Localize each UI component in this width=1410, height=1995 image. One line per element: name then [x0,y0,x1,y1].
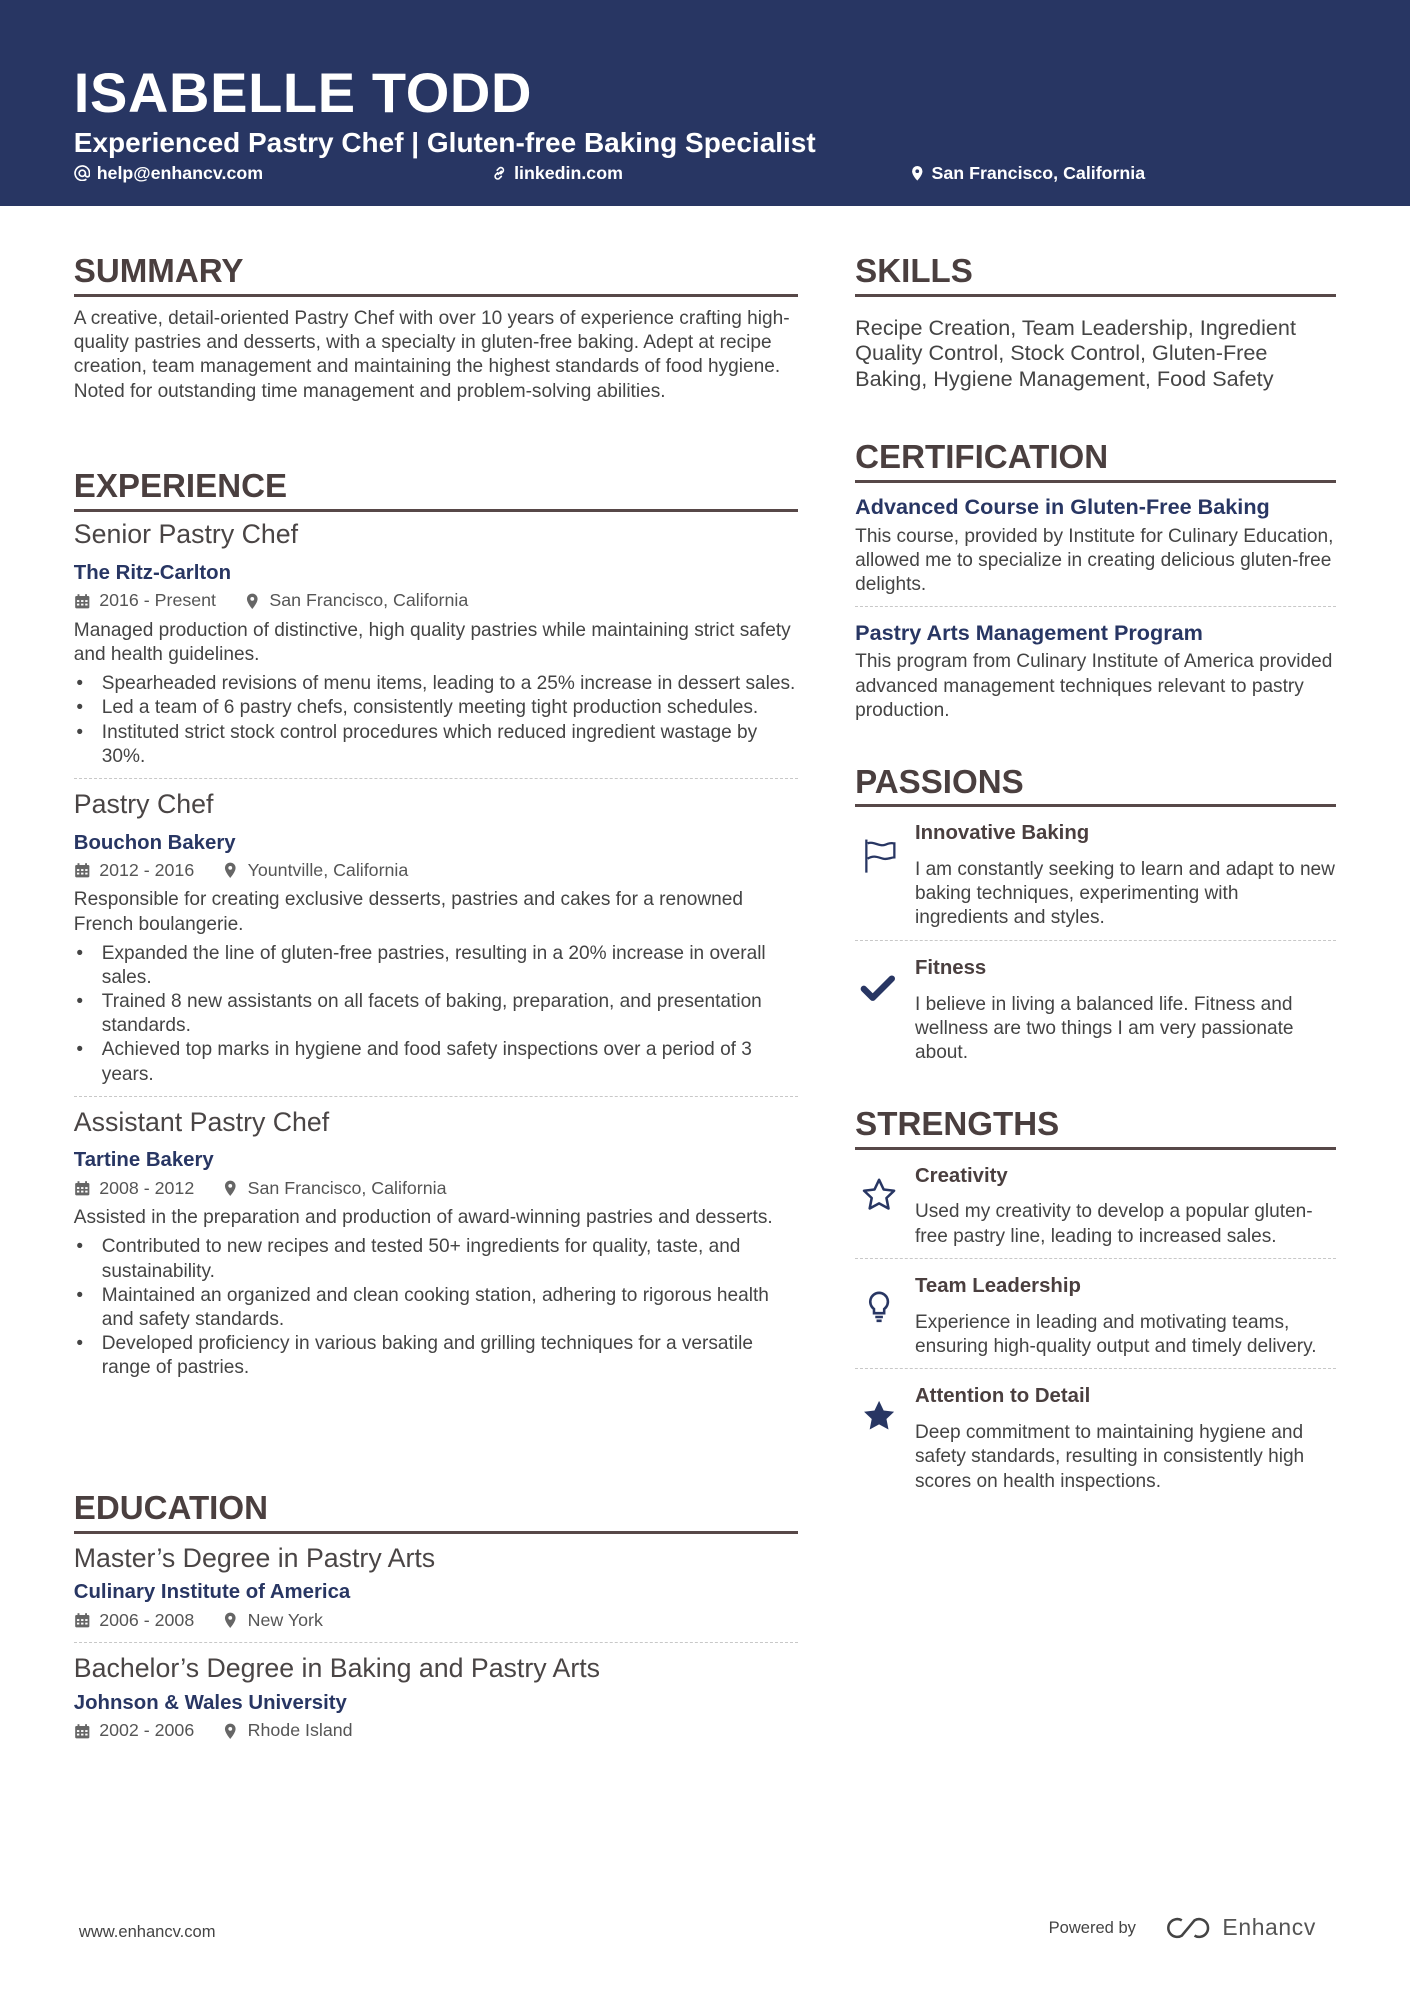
brand-name: Enhancv [1222,1914,1316,1941]
candidate-name: ISABELLE TODD [73,61,533,125]
achievement-item: • Maintained an organized and clean cooking station, adhering to rigorous health and safety standards. [74,1284,798,1332]
achievement-item: • Spearheaded revisions of menu items, leading to a 25% increase in dessert sales. [74,672,798,696]
link-text: linkedin.com [514,162,623,183]
flag-icon [860,837,898,875]
calendar-icon [74,1180,91,1197]
certification-desc: This course, provided by Institute for Culinary Education, allowed me to specialize in creating delicious gluten-free delights. [855,525,1334,596]
section-heading: EXPERIENCE [73,468,288,506]
divider [855,294,1336,297]
location: Rhode Island [247,1720,353,1741]
education-entry [74,1542,798,1634]
achievement-item: • Contributed to new recipes and tested 50+ ingredients for quality, taste, and sustainability. [74,1235,798,1283]
achievement-item: • Led a team of 6 pastry chefs, consistently meeting tight production schedules. [74,696,798,720]
company-name: Tartine Bakery [73,1149,214,1172]
strength-item [855,1274,1336,1359]
passions-section [855,764,1336,1066]
section-heading: SUMMARY [73,253,244,291]
star-outline-icon [860,1176,898,1214]
contact-link[interactable] [491,162,623,185]
location: San Francisco, California [247,1177,447,1198]
meta-row [74,588,798,613]
job-title: Assistant Pastry Chef [73,1106,330,1137]
divider [855,1258,1336,1259]
strength-desc: Experience in leading and motivating teams, ensuring high-quality output and timely delivery. [914,1311,1317,1358]
meta-row [74,1608,798,1633]
calendar-icon [74,862,91,879]
section-heading: CERTIFICATION [855,439,1109,477]
strengths-section [855,1106,1336,1494]
location-pin-icon [909,165,926,182]
job-description: Managed production of distinctive, high quality pastries while maintaining strict safety and health guidelines. [73,619,791,666]
passion-item [855,956,1336,1065]
strength-name: Creativity [914,1164,1008,1187]
divider [855,1368,1336,1369]
certification-name: Pastry Arts Management Program [855,619,1203,645]
candidate-title: Experienced Pastry Chef | Gluten-free Baking Specialist [73,126,816,158]
lightbulb-icon [860,1289,898,1327]
job-description: Responsible for creating exclusive desserts, pastries and cakes for a renowned French boulangerie. [73,889,743,935]
divider [74,509,798,512]
date-range: 2006 - 2008 [99,1609,195,1630]
location-text: San Francisco, California [931,162,1146,183]
school-name: Johnson & Wales University [73,1691,347,1714]
job-title: Senior Pastry Chef [73,519,299,550]
divider [855,606,1336,607]
location-pin-icon [222,1180,239,1197]
contact-email[interactable] [74,162,263,185]
passion-desc: I believe in living a balanced life. Fitness and wellness are two things I am very passionate about. [914,993,1294,1064]
powered-by-text: Powered by [1048,1917,1136,1937]
job-description: Assisted in the preparation and production of award-winning pastries and desserts. [73,1207,773,1229]
passion-desc: I am constantly seeking to learn and adapt to new baking techniques, experimenting with ingredients and styles. [914,859,1335,929]
calendar-icon [74,1723,91,1740]
meta-row [74,1718,798,1743]
strength-item [855,1384,1336,1493]
job-title: Pastry Chef [73,788,214,819]
divider [74,1531,798,1534]
location: New York [247,1609,323,1630]
degree: Bachelor’s Degree in Baking and Pastry Arts [73,1652,601,1683]
achievement-list [74,1235,798,1380]
location: San Francisco, California [269,590,469,611]
summary-section [74,253,798,404]
calendar-icon [74,1612,91,1629]
section-heading: PASSIONS [855,763,1024,801]
strength-item [855,1164,1336,1249]
education-entry [74,1652,798,1744]
skills-section [855,253,1336,391]
divider [855,804,1336,807]
location-pin-icon [222,1723,239,1740]
divider [74,778,798,779]
location-pin-icon [244,593,261,610]
education-section [74,1490,798,1743]
passion-name: Fitness [914,956,987,979]
star-filled-icon [860,1397,898,1435]
date-range: 2012 - 2016 [99,859,195,880]
passion-item [855,821,1336,930]
passion-name: Innovative Baking [914,822,1090,845]
strength-name: Team Leadership [914,1274,1081,1297]
at-icon [74,165,91,182]
enhancv-logo-icon [1164,1914,1212,1942]
divider [74,1096,798,1097]
achievement-list [74,942,798,1087]
location-pin-icon [222,862,239,879]
degree: Master’s Degree in Pastry Arts [73,1542,436,1573]
school-name: Culinary Institute of America [73,1581,351,1604]
footer-powered-by [1049,1914,1316,1942]
experience-section [74,468,798,1380]
achievement-item: • Trained 8 new assistants on all facets of baking, preparation, and presentation standards. [74,990,798,1038]
meta-row [74,858,798,883]
divider [855,480,1336,483]
date-range: 2002 - 2006 [99,1720,195,1741]
calendar-icon [74,593,91,610]
achievement-list [74,672,798,769]
skills-text: Recipe Creation, Team Leadership, Ingredient Quality Control, Stock Control, Gluten-Free Baking, Hygiene Management, Food Safety [855,314,1296,391]
job-entry [74,788,798,1087]
date-range: 2008 - 2012 [99,1177,195,1198]
divider [855,1147,1336,1150]
divider [74,1642,798,1643]
achievement-item: • Achieved top marks in hygiene and food safety inspections over a period of 3 years. [74,1038,798,1086]
location: Yountville, California [247,859,409,880]
section-heading: STRENGTHS [855,1105,1060,1143]
location-pin-icon [222,1612,239,1629]
enhancv-logo[interactable] [1164,1914,1316,1942]
email-text: help@enhancv.com [96,162,264,183]
date-range: 2016 - Present [99,590,216,611]
achievement-item: • Instituted strict stock control procedures which reduced ingredient wastage by 30%. [74,721,798,769]
footer-website[interactable]: www.enhancv.com [78,1921,216,1941]
certification-section [855,439,1336,723]
strength-desc: Used my creativity to develop a popular gluten-free pastry line, leading to increased sales. [914,1201,1313,1247]
strength-desc: Deep commitment to maintaining hygiene and safety standards, resulting in consistently high scores on health inspections. [914,1422,1305,1492]
job-entry [74,1106,798,1381]
summary-text: A creative, detail-oriented Pastry Chef with over 10 years of experience crafting high-quality pastries and desserts, with a specialty in gluten-free baking. Adept at recipe creation, team management and maintaining the highest standards of food hygiene. Noted for outstanding time management and problem-solving abilities. [73,308,790,402]
divider [74,294,798,297]
job-entry [74,518,798,769]
achievement-item: • Expanded the line of gluten-free pastries, resulting in a 20% increase in overall sales. [74,942,798,990]
company-name: The Ritz-Carlton [73,562,232,585]
contact-location [909,162,1146,185]
certification-name: Advanced Course in Gluten-Free Baking [855,494,1270,520]
divider [855,940,1336,941]
strength-name: Attention to Detail [914,1385,1091,1408]
link-icon [491,165,508,182]
check-icon [860,971,898,1009]
header [0,0,1410,206]
certification-desc: This program from Culinary Institute of America provided advanced management techniques relevant to pastry production. [855,651,1333,721]
company-name: Bouchon Bakery [73,831,236,854]
achievement-item: • Developed proficiency in various baking and grilling techniques for a versatile range of pastries. [74,1332,798,1380]
section-heading: EDUCATION [73,1490,268,1528]
section-heading: SKILLS [855,253,973,291]
meta-row [74,1176,798,1201]
